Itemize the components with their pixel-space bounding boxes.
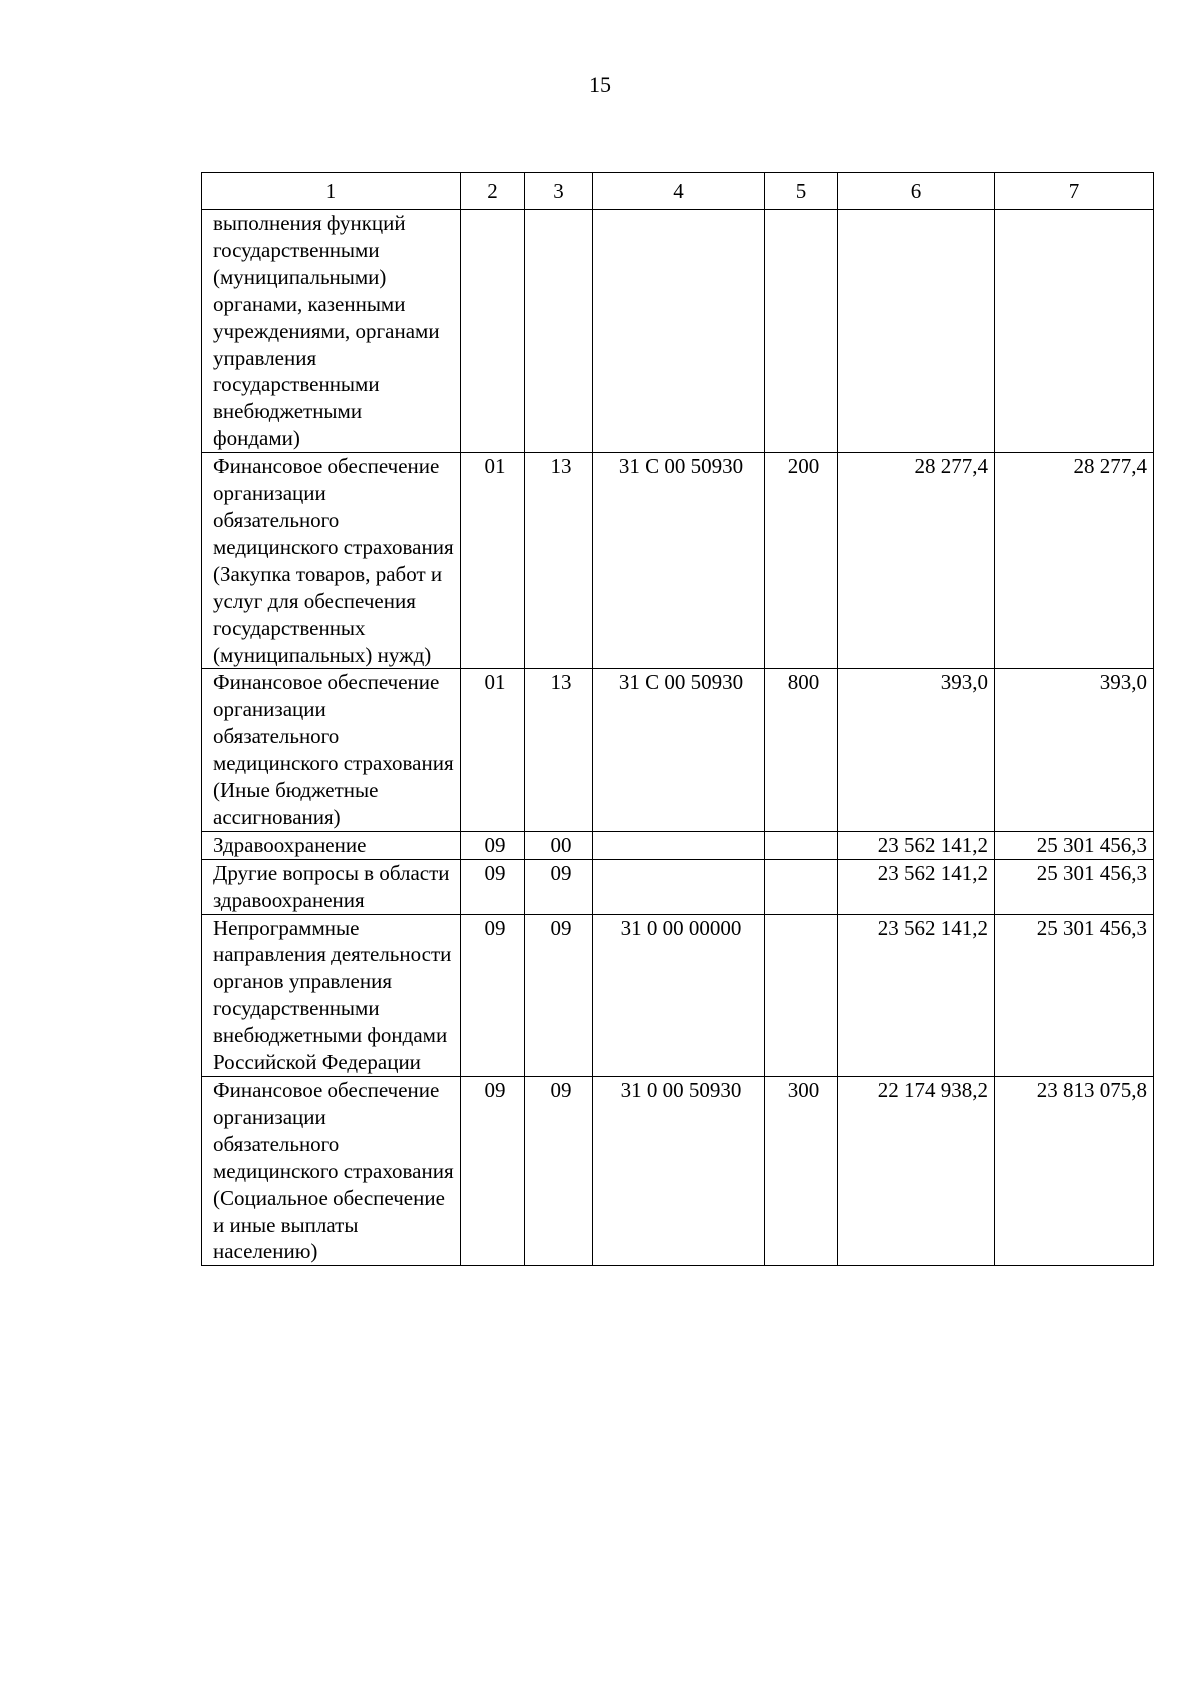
row-amount-year1: 23 562 141,2 bbox=[838, 831, 995, 859]
row-section bbox=[461, 210, 525, 453]
table-header-row bbox=[202, 173, 1154, 210]
row-name: Здравоохранение bbox=[202, 831, 461, 859]
row-target-article bbox=[593, 210, 765, 453]
row-amount-year2 bbox=[995, 210, 1154, 453]
row-expense-type bbox=[765, 859, 838, 914]
row-target-article: 31 0 00 50930 bbox=[593, 1077, 765, 1266]
column-header: 4 bbox=[593, 173, 765, 210]
row-subsection: 09 bbox=[525, 1077, 593, 1266]
row-section: 01 bbox=[461, 453, 525, 669]
table-row bbox=[202, 914, 1154, 1076]
row-section: 01 bbox=[461, 669, 525, 831]
column-header: 2 bbox=[461, 173, 525, 210]
row-subsection: 00 bbox=[525, 831, 593, 859]
row-expense-type bbox=[765, 210, 838, 453]
row-amount-year1: 23 562 141,2 bbox=[838, 914, 995, 1076]
row-subsection: 13 bbox=[525, 669, 593, 831]
row-target-article bbox=[593, 831, 765, 859]
column-header: 6 bbox=[838, 173, 995, 210]
row-target-article bbox=[593, 859, 765, 914]
row-name: выполнения функций государственными (муниципальными) органами, казенными учреждениями, органами управления государственными внебюджетными фондами) bbox=[202, 210, 461, 453]
column-header: 3 bbox=[525, 173, 593, 210]
row-subsection: 09 bbox=[525, 859, 593, 914]
row-amount-year2: 23 813 075,8 bbox=[995, 1077, 1154, 1266]
row-amount-year2: 393,0 bbox=[995, 669, 1154, 831]
row-amount-year2: 25 301 456,3 bbox=[995, 831, 1154, 859]
row-amount-year2: 28 277,4 bbox=[995, 453, 1154, 669]
table-row bbox=[202, 210, 1154, 453]
table-row bbox=[202, 1077, 1154, 1266]
column-header: 1 bbox=[202, 173, 461, 210]
row-amount-year1: 22 174 938,2 bbox=[838, 1077, 995, 1266]
table-row bbox=[202, 453, 1154, 669]
row-amount-year1 bbox=[838, 210, 995, 453]
row-subsection: 09 bbox=[525, 914, 593, 1076]
row-expense-type bbox=[765, 914, 838, 1076]
row-section: 09 bbox=[461, 831, 525, 859]
row-section: 09 bbox=[461, 859, 525, 914]
row-name: Другие вопросы в области здравоохранения bbox=[202, 859, 461, 914]
budget-table bbox=[201, 172, 1154, 1266]
row-name: Финансовое обеспечение организации обязательного медицинского страхования (Закупка товаров, работ и услуг для обеспечения государственных (муниципальных) нужд) bbox=[202, 453, 461, 669]
row-section: 09 bbox=[461, 914, 525, 1076]
row-target-article: 31 0 00 00000 bbox=[593, 914, 765, 1076]
row-amount-year1: 28 277,4 bbox=[838, 453, 995, 669]
row-expense-type: 800 bbox=[765, 669, 838, 831]
row-name: Финансовое обеспечение организации обязательного медицинского страхования (Социальное обеспечение и иные выплаты населению) bbox=[202, 1077, 461, 1266]
row-target-article: 31 С 00 50930 bbox=[593, 453, 765, 669]
table-row bbox=[202, 669, 1154, 831]
row-amount-year2: 25 301 456,3 bbox=[995, 859, 1154, 914]
table-row bbox=[202, 831, 1154, 859]
row-section: 09 bbox=[461, 1077, 525, 1266]
column-header: 7 bbox=[995, 173, 1154, 210]
column-header: 5 bbox=[765, 173, 838, 210]
row-expense-type: 300 bbox=[765, 1077, 838, 1266]
row-subsection: 13 bbox=[525, 453, 593, 669]
row-subsection bbox=[525, 210, 593, 453]
row-name: Финансовое обеспечение организации обязательного медицинского страхования (Иные бюджетные ассигнования) bbox=[202, 669, 461, 831]
table-row bbox=[202, 859, 1154, 914]
row-amount-year2: 25 301 456,3 bbox=[995, 914, 1154, 1076]
row-target-article: 31 С 00 50930 bbox=[593, 669, 765, 831]
row-amount-year1: 23 562 141,2 bbox=[838, 859, 995, 914]
row-name: Непрограммные направления деятельности органов управления государственными внебюджетными фондами Российской Федерации bbox=[202, 914, 461, 1076]
row-expense-type: 200 bbox=[765, 453, 838, 669]
row-expense-type bbox=[765, 831, 838, 859]
row-amount-year1: 393,0 bbox=[838, 669, 995, 831]
page-number: 15 bbox=[589, 72, 611, 97]
